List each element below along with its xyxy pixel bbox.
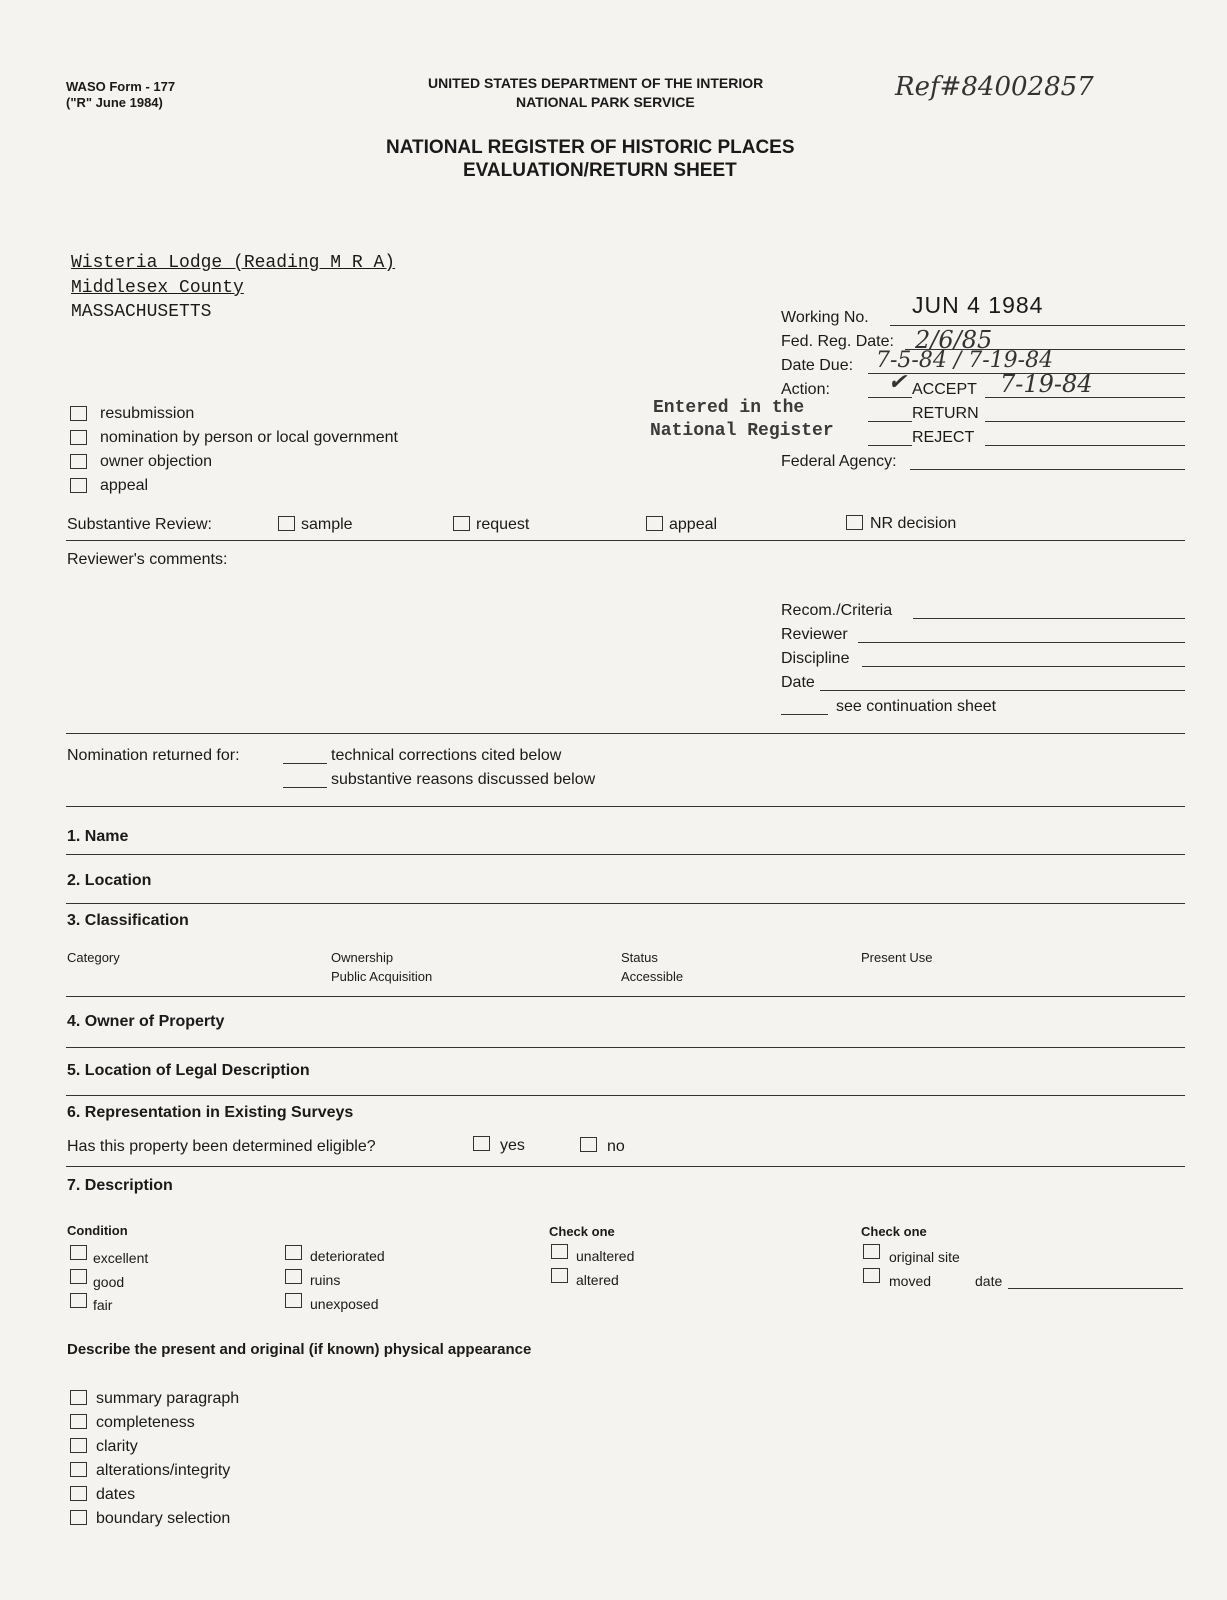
alterations-integrity-label: alterations/integrity <box>96 1462 231 1479</box>
entered-stamp-line2: National Register <box>650 421 834 441</box>
describe-appearance-heading: Describe the present and original (if known) physical appearance <box>67 1341 532 1358</box>
divider <box>66 1095 1185 1096</box>
original-site-label: original site <box>889 1249 960 1265</box>
accept-date[interactable]: 7-19-84 <box>1000 370 1093 398</box>
category-label: Category <box>67 950 120 965</box>
unexposed-label: unexposed <box>310 1296 379 1312</box>
divider <box>66 540 1185 541</box>
accept-label[interactable]: ACCEPT <box>912 381 977 398</box>
section-owner-heading: 4. Owner of Property <box>67 1013 225 1030</box>
unaltered-label: unaltered <box>576 1248 635 1264</box>
working-no-label: Working No. <box>781 309 869 326</box>
eligible-no-checkbox[interactable] <box>580 1137 597 1152</box>
discipline-label: Discipline <box>781 650 850 667</box>
entered-stamp-line1: Entered in the <box>653 398 805 418</box>
good-checkbox[interactable] <box>70 1269 87 1284</box>
dates-label: dates <box>96 1486 136 1503</box>
request-checkbox[interactable] <box>453 516 470 531</box>
substantive-reasons-label: substantive reasons discussed below <box>331 771 596 788</box>
property-county: Middlesex County <box>71 278 244 298</box>
divider <box>66 854 1185 855</box>
deteriorated-checkbox[interactable] <box>285 1245 302 1260</box>
section-name-heading: 1. Name <box>67 828 129 845</box>
review-date-line[interactable] <box>820 690 1185 691</box>
service-name: NATIONAL PARK SERVICE <box>516 94 695 110</box>
nomination-label: nomination by person or local government <box>100 429 398 446</box>
completeness-checkbox[interactable] <box>70 1414 87 1429</box>
technical-corrections-label: technical corrections cited below <box>331 747 562 764</box>
recom-criteria-line[interactable] <box>913 618 1185 619</box>
section-legal-description-heading: 5. Location of Legal Description <box>67 1062 310 1079</box>
unexposed-checkbox[interactable] <box>285 1293 302 1308</box>
ruins-checkbox[interactable] <box>285 1269 302 1284</box>
excellent-label: excellent <box>93 1250 149 1266</box>
accessible-label: Accessible <box>621 969 684 984</box>
appeal-review-label: appeal <box>669 516 718 533</box>
ownership-label: Ownership <box>331 950 394 965</box>
discipline-line[interactable] <box>862 666 1185 667</box>
federal-agency-label: Federal Agency: <box>781 453 897 470</box>
resubmission-checkbox[interactable] <box>70 406 87 421</box>
status-label: Status <box>621 950 658 965</box>
return-mark-line <box>868 421 912 422</box>
altered-label: altered <box>576 1272 619 1288</box>
page-title: NATIONAL REGISTER OF HISTORIC PLACES <box>386 137 795 158</box>
altered-checkbox[interactable] <box>551 1268 568 1283</box>
accept-checkmark-icon: ✔ <box>888 370 907 395</box>
divider <box>66 903 1185 904</box>
section-surveys-heading: 6. Representation in Existing Surveys <box>67 1104 354 1121</box>
completeness-label: completeness <box>96 1414 195 1431</box>
present-use-label: Present Use <box>861 950 933 965</box>
clarity-checkbox[interactable] <box>70 1438 87 1453</box>
divider <box>66 733 1185 734</box>
property-state: MASSACHUSETTS <box>71 302 212 322</box>
ruins-label: ruins <box>310 1272 341 1288</box>
moved-label: moved <box>889 1273 932 1289</box>
original-site-checkbox[interactable] <box>863 1244 880 1259</box>
eligible-yes-label: yes <box>500 1137 525 1154</box>
moved-date-line[interactable] <box>1008 1288 1183 1289</box>
return-label[interactable]: RETURN <box>912 405 979 422</box>
section-description-heading: 7. Description <box>67 1177 173 1194</box>
unaltered-checkbox[interactable] <box>551 1244 568 1259</box>
handwritten-reference-number: Ref#84002857 <box>895 72 1094 102</box>
dates-checkbox[interactable] <box>70 1486 87 1501</box>
owner-objection-label: owner objection <box>100 453 213 470</box>
eligible-yes-checkbox[interactable] <box>473 1136 490 1151</box>
date-due-value[interactable]: 7-5-84 / 7-19-84 <box>876 348 1054 373</box>
divider <box>66 806 1185 807</box>
moved-checkbox[interactable] <box>863 1268 880 1283</box>
technical-mark-line[interactable] <box>283 763 327 764</box>
page-subtitle: EVALUATION/RETURN SHEET <box>463 160 737 181</box>
continuation-mark-line[interactable] <box>781 714 828 715</box>
eligible-no-label: no <box>607 1138 625 1155</box>
section-location-heading: 2. Location <box>67 872 152 889</box>
divider <box>66 1166 1185 1167</box>
reject-date-line <box>985 445 1185 446</box>
fair-checkbox[interactable] <box>70 1293 87 1308</box>
continuation-label: see continuation sheet <box>836 698 997 715</box>
federal-agency-line <box>910 469 1185 470</box>
appeal-review-checkbox[interactable] <box>646 516 663 531</box>
good-label: good <box>93 1274 125 1290</box>
condition-label: Condition <box>67 1223 128 1238</box>
fed-reg-date-value[interactable]: 2/6/85 <box>915 326 993 354</box>
divider <box>66 996 1185 997</box>
nr-decision-checkbox[interactable] <box>846 515 863 530</box>
check-one-alteration-label: Check one <box>549 1224 615 1239</box>
excellent-checkbox[interactable] <box>70 1245 87 1260</box>
owner-objection-checkbox[interactable] <box>70 454 87 469</box>
public-acquisition-label: Public Acquisition <box>331 969 433 984</box>
request-label: request <box>476 516 530 533</box>
resubmission-label: resubmission <box>100 405 195 422</box>
sample-checkbox[interactable] <box>278 516 295 531</box>
summary-paragraph-label: summary paragraph <box>96 1390 240 1407</box>
accept-mark-line <box>868 397 912 398</box>
sample-label: sample <box>301 516 353 533</box>
nomination-checkbox[interactable] <box>70 430 87 445</box>
substantive-mark-line[interactable] <box>283 787 327 788</box>
nr-decision-label: NR decision <box>870 515 957 532</box>
moved-date-label: date <box>975 1273 1003 1289</box>
appeal-checkbox[interactable] <box>70 478 87 493</box>
recom-criteria-label: Recom./Criteria <box>781 602 893 619</box>
fair-label: fair <box>93 1297 113 1313</box>
check-one-site-label: Check one <box>861 1224 927 1239</box>
reject-label[interactable]: REJECT <box>912 429 975 446</box>
summary-paragraph-checkbox[interactable] <box>70 1390 87 1405</box>
review-date-label: Date <box>781 674 815 691</box>
reviewer-line[interactable] <box>858 642 1185 643</box>
date-due-label: Date Due: <box>781 357 854 374</box>
reviewer-comments-label[interactable]: Reviewer's comments: <box>67 551 228 568</box>
reject-mark-line <box>868 445 912 446</box>
department-name: UNITED STATES DEPARTMENT OF THE INTERIOR <box>428 75 764 91</box>
section-classification-heading: 3. Classification <box>67 912 189 929</box>
alterations-integrity-checkbox[interactable] <box>70 1462 87 1477</box>
deteriorated-label: deteriorated <box>310 1248 385 1264</box>
form-revision: ("R" June 1984) <box>66 95 163 110</box>
form-id: WASO Form - 177 <box>66 79 176 94</box>
boundary-selection-label: boundary selection <box>96 1510 231 1527</box>
action-label: Action: <box>781 381 830 398</box>
clarity-label: clarity <box>96 1438 138 1455</box>
nomination-returned-label: Nomination returned for: <box>67 747 240 764</box>
divider <box>66 1047 1185 1048</box>
substantive-review-label: Substantive Review: <box>67 516 212 533</box>
appeal-label: appeal <box>100 477 149 494</box>
property-name: Wisteria Lodge (Reading M R A) <box>71 253 396 273</box>
return-date-line <box>985 421 1185 422</box>
eligible-question: Has this property been determined eligible? <box>67 1138 376 1155</box>
working-no-value[interactable]: JUN 4 1984 <box>912 292 1044 318</box>
fed-reg-date-label: Fed. Reg. Date: <box>781 333 894 350</box>
boundary-selection-checkbox[interactable] <box>70 1510 87 1525</box>
reviewer-label: Reviewer <box>781 626 848 643</box>
